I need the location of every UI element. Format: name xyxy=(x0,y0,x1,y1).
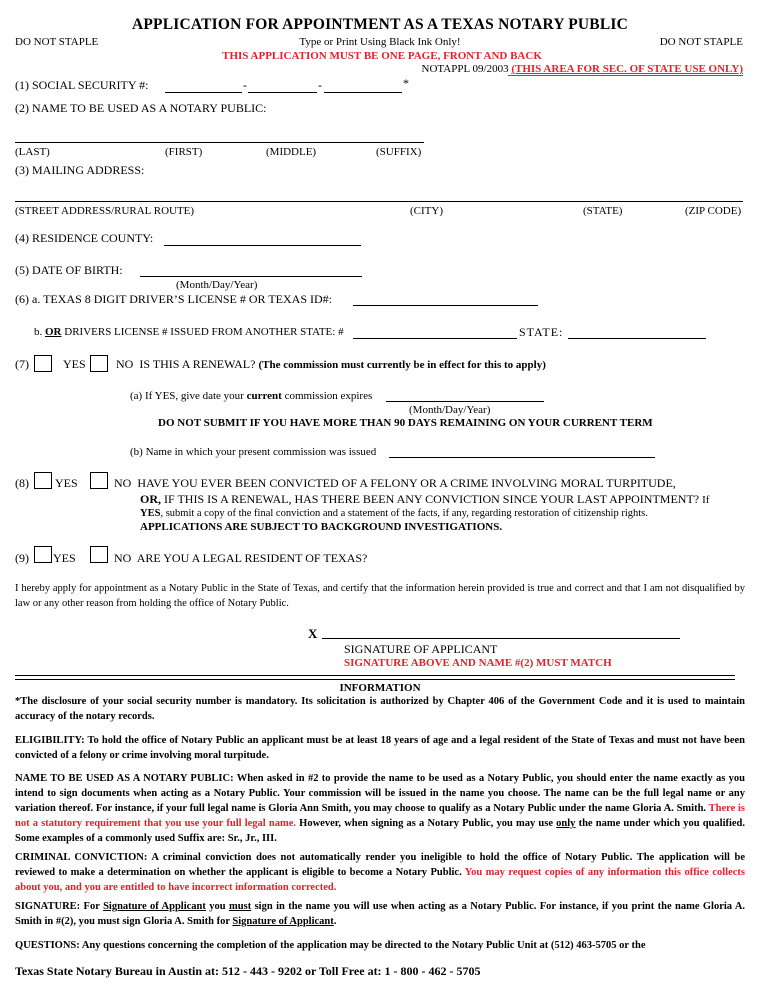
criminal-info-a: CRIMINAL CONVICTION: A criminal conviction does not automatically render you ineligible to hold the office of Notary Public. The application will be reviewed to make a determination on whether the applicant is eligible to become a Notary Public. xyxy=(15,852,745,878)
q7-number: (7) xyxy=(15,357,29,371)
felony-yes-label: YES xyxy=(55,476,78,490)
ssn-disclosure: *The disclosure of your social security number is mandatory. Its solicitation is authorized by Chapter 406 of the Government Code and it is used to maintain accuracy of the notary records. xyxy=(15,696,745,722)
name-first-caption: (FIRST) xyxy=(165,146,203,158)
criminal-info-red: You may request copies of any information this office collects about you, and you are entitled to have incorrect information corrected. xyxy=(15,867,745,893)
resident-question: ARE YOU A LEGAL RESIDENT OF TEXAS? xyxy=(136,551,368,565)
resident-no-checkbox[interactable] xyxy=(90,546,108,563)
signature-x: X xyxy=(308,626,318,641)
city-caption: (CITY) xyxy=(410,205,443,217)
name-info-only: only xyxy=(556,818,576,829)
eligibility-text: ELIGIBILITY: To hold the office of Notary Public an applicant must be at least 18 years of age and a legal resident of the State of Texas and must not have been convicted of a felony or crime involving moral turpitude. xyxy=(15,735,745,761)
ink-note: Type or Print Using Black Ink Only! xyxy=(299,36,461,48)
sig-info-u2: Signature of Applicant xyxy=(232,916,334,927)
sig-info-b: you xyxy=(209,901,226,912)
felony-yes-bold: YES xyxy=(140,508,161,519)
other-dl-label: DRIVERS LICENSE # ISSUED FROM ANOTHER STATE: # xyxy=(64,326,344,338)
felony-renewal-question: IF THIS IS A RENEWAL, HAS THERE BEEN ANY CONVICTION SINCE YOUR LAST APPOINTMENT? xyxy=(164,492,700,506)
name-field[interactable] xyxy=(15,142,424,143)
dl-field[interactable] xyxy=(353,305,538,306)
ssn-field-3[interactable] xyxy=(324,92,402,93)
signature-info-text xyxy=(15,899,745,929)
renewal-no-checkbox[interactable] xyxy=(90,355,108,372)
signature-match-note: SIGNATURE ABOVE AND NAME #(2) MUST MATCH xyxy=(344,657,612,669)
name-info-text xyxy=(15,771,745,846)
zip-caption: (ZIP CODE) xyxy=(685,205,742,217)
mailing-label: (3) MAILING ADDRESS: xyxy=(15,163,145,177)
background-note: APPLICATIONS ARE SUBJECT TO BACKGROUND INVESTIGATIONS. xyxy=(140,521,503,533)
street-caption: (STREET ADDRESS/RURAL ROUTE) xyxy=(15,205,195,217)
resident-line xyxy=(114,551,367,566)
renewal-yes-checkbox[interactable] xyxy=(34,355,52,372)
resident-yes-checkbox[interactable] xyxy=(34,546,52,563)
expire-prefix: (a) If YES, give date your xyxy=(130,390,244,402)
other-dl-field[interactable] xyxy=(353,338,517,339)
sig-info-c: sign in the name you will use when acting as a Notary Public. For instance, if you print the name Gloria A. Smith in #(2), you must sign Gloria A. Smith for xyxy=(15,901,746,927)
ninety-day-warning: DO NOT SUBMIT IF YOU HAVE MORE THAN 90 DAYS REMAINING ON YOUR CURRENT TERM xyxy=(158,417,653,429)
felony-line-3 xyxy=(140,508,648,519)
felony-if: If xyxy=(702,494,710,506)
felony-or: OR, xyxy=(140,492,161,506)
ssn-asterisk: * xyxy=(403,76,409,90)
other-state-field[interactable] xyxy=(568,338,706,339)
other-dl-or: OR xyxy=(45,326,62,338)
expire-current: current xyxy=(246,390,282,402)
ssn-label: (1) SOCIAL SECURITY #: xyxy=(15,78,149,92)
q9-number: (9) xyxy=(15,551,29,565)
name-label: (2) NAME TO BE USED AS A NOTARY PUBLIC: xyxy=(15,101,267,115)
ssn-dash-1: - xyxy=(243,78,247,92)
state-caption: (STATE) xyxy=(583,205,623,217)
renewal-yes-label: YES xyxy=(63,357,86,371)
name-middle-caption: (MIDDLE) xyxy=(266,146,317,158)
ssn-field-1[interactable] xyxy=(165,92,242,93)
q8-number: (8) xyxy=(15,476,29,490)
name-info-a: NAME TO BE USED AS A NOTARY PUBLIC: When asked in #2 to provide the name to be used as a Notary Public, you should enter the name exactly as you intend to sign documents when acting as a Notary Public. Your commission will be issued in the name you choose. The name can be the full legal name or any variation thereof. For instance, if your full legal name is Gloria Ann Smith, you may choose to qualify as a Notary Public under the name Gloria A. Smith. xyxy=(15,773,745,814)
name-info-red: There is not a statutory requirement that you use your full legal name. xyxy=(15,803,746,829)
felony-yes-checkbox[interactable] xyxy=(34,472,52,489)
bureau-contact: Texas State Notary Bureau in Austin at: 512 - 443 - 9202 or Toll Free at: 1 - 800 - 462 - 5705 xyxy=(15,964,481,978)
certification-text: I hereby apply for appointment as a Notary Public in the State of Texas, and certify that the information herein provided is true and correct and that I am not disqualified by law or any other reason from holding the office of Notary Public. xyxy=(15,583,745,609)
felony-question: HAVE YOU EVER BEEN CONVICTED OF A FELONY OR A CRIME INVOLVING MORAL TURPITUDE, xyxy=(137,476,676,490)
other-dl-line xyxy=(34,326,344,338)
dob-format: (Month/Day/Year) xyxy=(176,279,258,291)
questions-text: QUESTIONS: Any questions concerning the completion of the application may be directed to the Notary Public Unit at (512) 463-5705 or the xyxy=(15,940,646,951)
county-label: (4) RESIDENCE COUNTY: xyxy=(15,231,154,245)
form-id-line xyxy=(422,63,743,75)
name-info-b: However, when signing as a Notary Public, you may use xyxy=(299,818,553,829)
name-suffix-caption: (SUFFIX) xyxy=(376,146,422,158)
sig-info-must: must xyxy=(229,901,252,912)
felony-instructions: , submit a copy of the final conviction and a statement of the facts, if any, regarding restoration of citizenship rights. xyxy=(160,508,648,519)
present-name-field[interactable] xyxy=(389,457,655,458)
sos-underline xyxy=(508,75,743,76)
expire-suffix: commission expires xyxy=(284,390,373,402)
felony-line-1 xyxy=(114,476,676,491)
renewal-no-label: NO xyxy=(116,357,134,371)
do-not-staple-left: DO NOT STAPLE xyxy=(15,36,99,48)
county-field[interactable] xyxy=(164,245,361,246)
renewal-question-text: IS THIS A RENEWAL? xyxy=(139,357,256,371)
dob-label: (5) DATE OF BIRTH: xyxy=(15,263,123,277)
sig-info-u1: Signature of Applicant xyxy=(103,901,206,912)
section-divider xyxy=(15,675,735,680)
ssn-field-2[interactable] xyxy=(248,92,317,93)
signature-label: SIGNATURE OF APPLICANT xyxy=(344,642,498,656)
dl-label: (6) a. TEXAS 8 DIGIT DRIVER’S LICENSE # OR TEXAS ID#: xyxy=(15,292,332,306)
one-page-note: THIS APPLICATION MUST BE ONE PAGE, FRONT AND BACK xyxy=(222,50,542,62)
name-last-caption: (LAST) xyxy=(15,146,50,158)
form-id: NOTAPPL 09/2003 xyxy=(421,63,509,75)
expire-format: (Month/Day/Year) xyxy=(409,404,491,416)
mailing-field[interactable] xyxy=(15,201,743,202)
resident-yes-label: YES xyxy=(53,551,76,565)
form-title: APPLICATION FOR APPOINTMENT AS A TEXAS NOTARY PUBLIC xyxy=(131,16,629,33)
felony-no-label: NO xyxy=(114,476,132,490)
other-state-label: STATE: xyxy=(519,325,564,339)
ssn-dash-2: - xyxy=(318,78,322,92)
criminal-info-text xyxy=(15,850,745,895)
signature-field[interactable] xyxy=(322,638,680,639)
felony-no-checkbox[interactable] xyxy=(90,472,108,489)
renewal-question xyxy=(116,357,546,372)
resident-no-label: NO xyxy=(114,551,132,565)
other-dl-prefix: b. xyxy=(34,326,43,338)
felony-line-2 xyxy=(140,492,709,507)
sig-info-d: . xyxy=(333,916,337,927)
renewal-note: (The commission must currently be in effect for this to apply) xyxy=(258,359,546,371)
dob-field[interactable] xyxy=(140,276,362,277)
do-not-staple-right: DO NOT STAPLE xyxy=(659,36,743,48)
name-info-c: the name under which you qualified. Some examples of a commonly used Suffix are: Sr., Jr., III. xyxy=(15,818,746,844)
expire-date-field[interactable] xyxy=(386,401,544,402)
sig-info-a: SIGNATURE: For xyxy=(15,901,100,912)
info-heading: INFORMATION xyxy=(339,682,421,694)
sos-use-note: (THIS AREA FOR SEC. OF STATE USE ONLY) xyxy=(511,63,743,75)
expire-line xyxy=(130,390,372,402)
present-name-label: (b) Name in which your present commission was issued xyxy=(130,446,377,458)
